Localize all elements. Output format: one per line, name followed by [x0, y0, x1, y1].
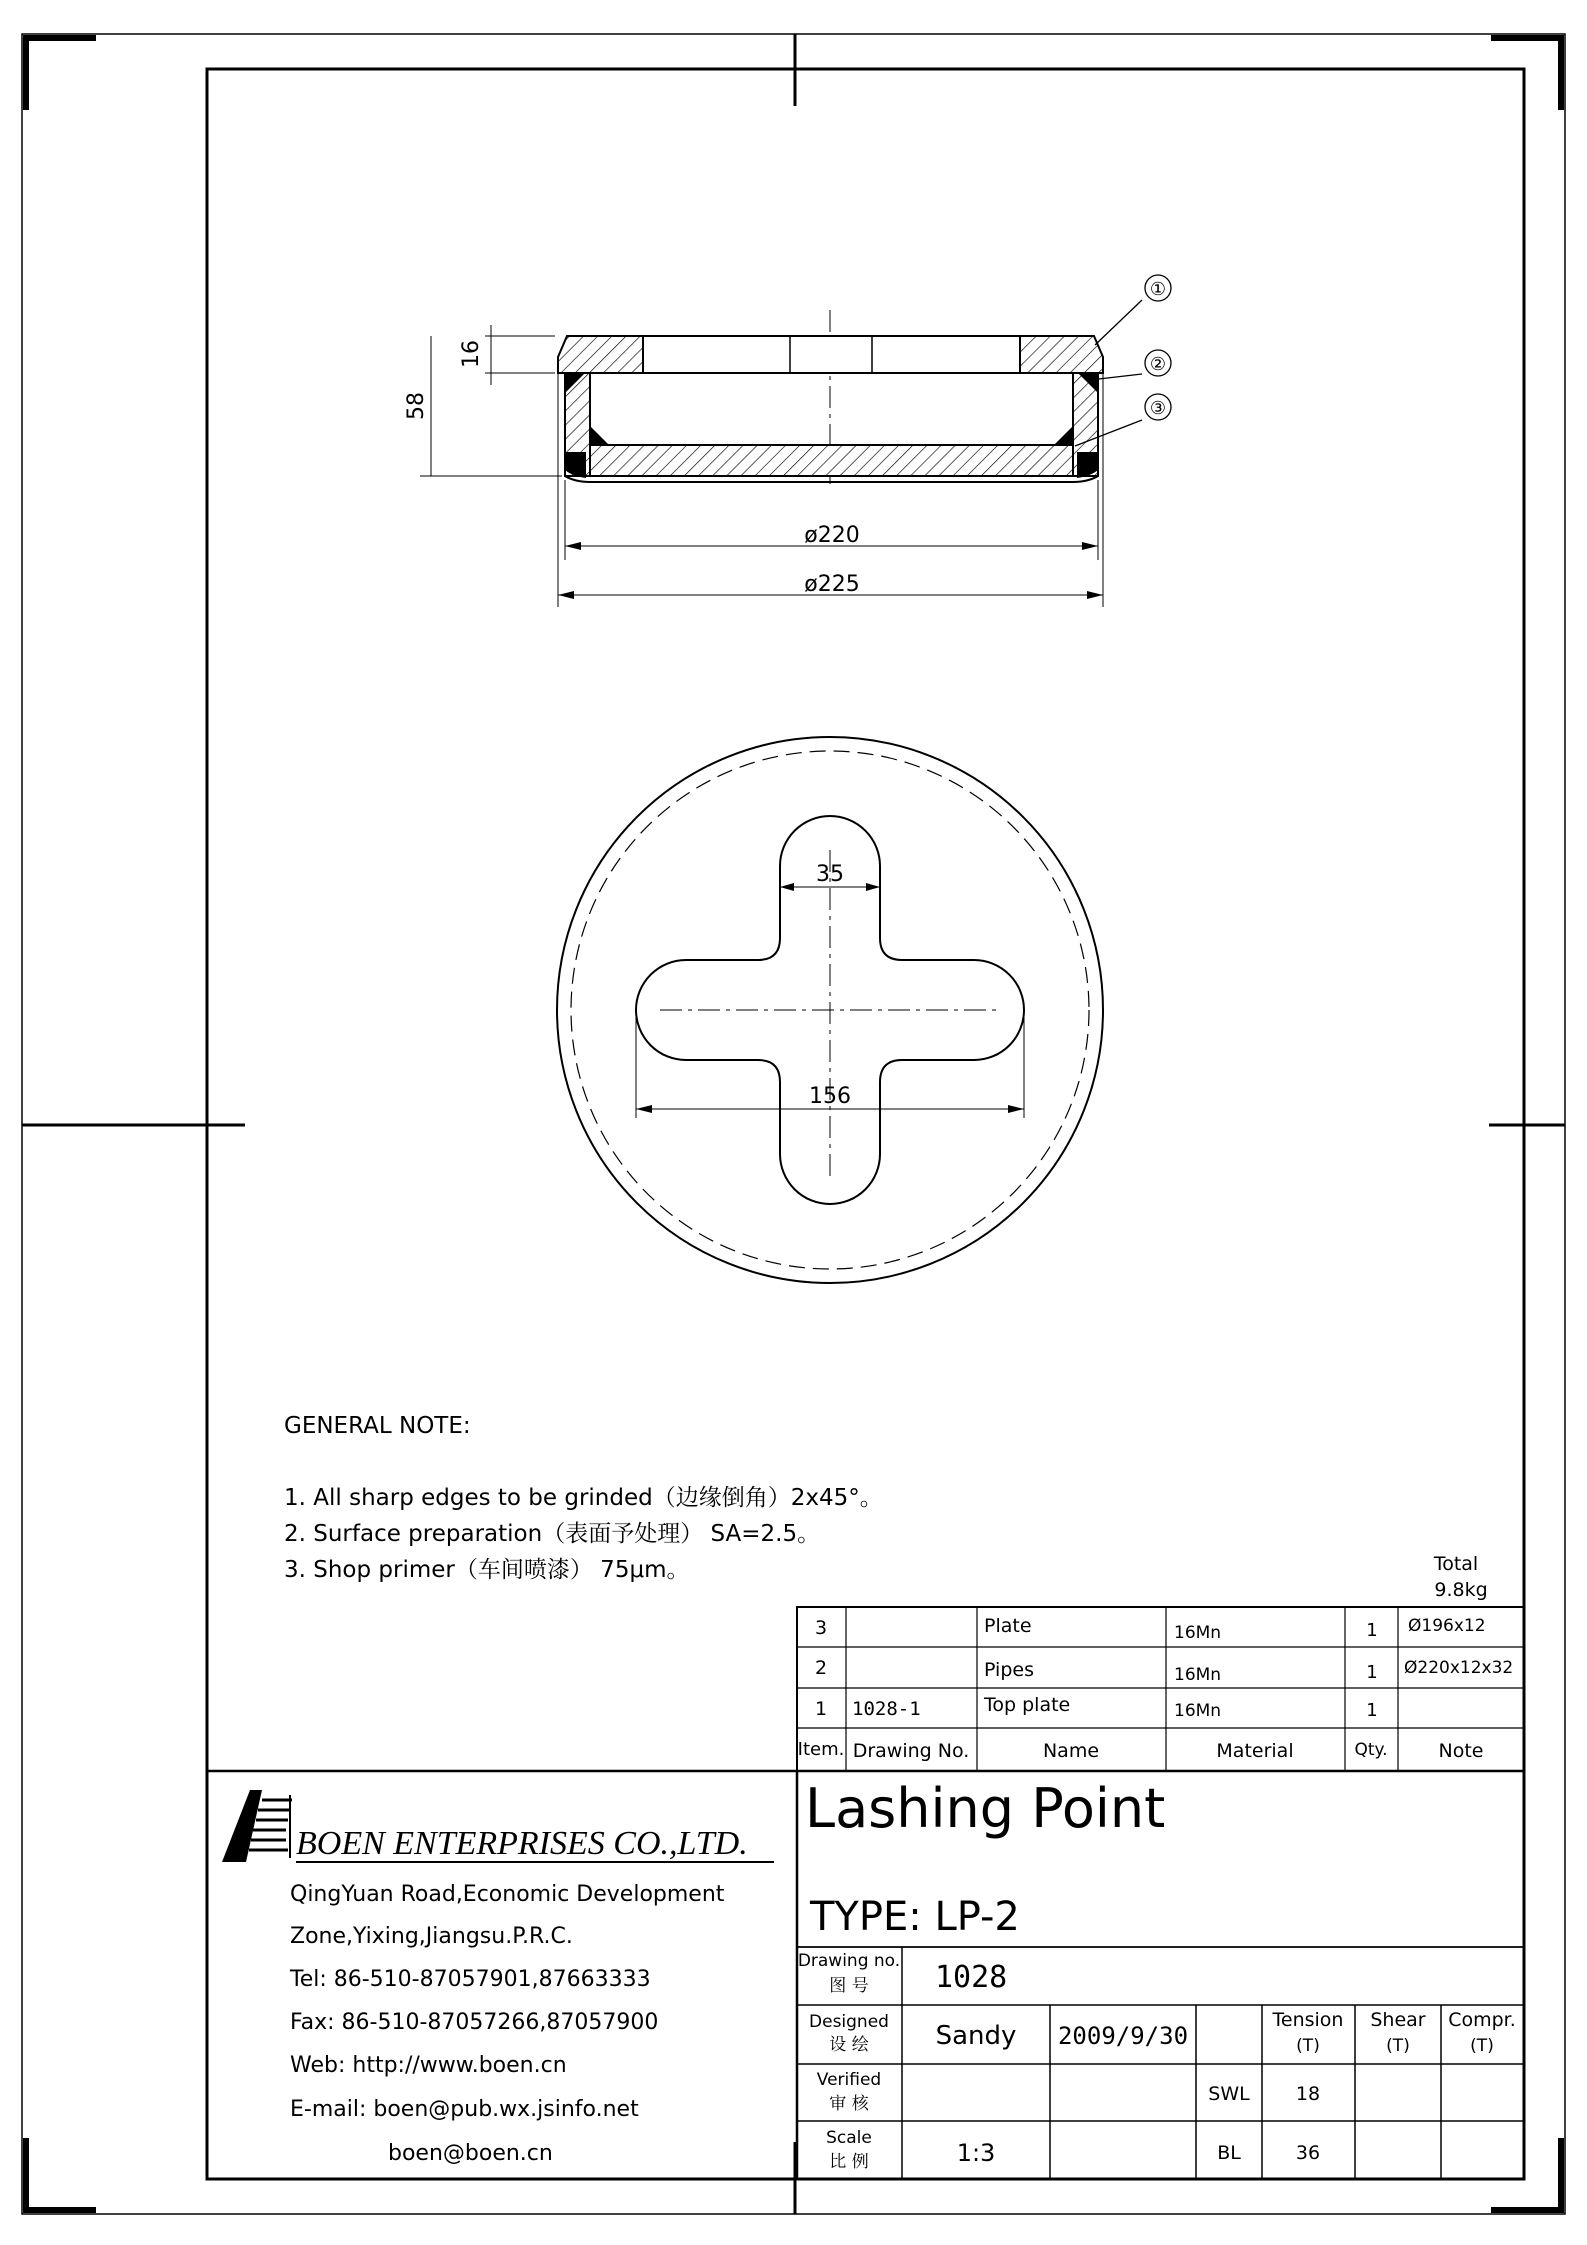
company-email-1: E-mail: boen@pub.wx.jsinfo.net	[290, 2097, 639, 2122]
general-notes	[284, 1413, 883, 1583]
dim-dia-inner: ø220	[804, 523, 860, 548]
bom-header-item: Item.	[797, 1739, 845, 1760]
scale-value: 1:3	[956, 2139, 996, 2167]
top-plan-view	[557, 737, 1103, 1283]
balloon-2: ②	[1149, 354, 1167, 375]
bom-row2-note: Ø220x12x32	[1404, 1658, 1514, 1678]
bom-header-note: Note	[1438, 1740, 1484, 1762]
compr-unit: (T)	[1470, 2036, 1494, 2056]
drawing-no-label-cn: 图 号	[829, 1976, 869, 1996]
bom-row1-qty: 1	[1366, 1700, 1378, 1721]
bom-header-drawing-no: Drawing No.	[852, 1740, 970, 1762]
bom-row2-item: 2	[814, 1657, 828, 1679]
company-logo-icon	[222, 1790, 292, 1862]
dim-dia-outer: ø225	[804, 572, 860, 597]
bom-row1-drawing-no: 1028-1	[852, 1698, 921, 1720]
bom-row3-item: 3	[814, 1617, 828, 1639]
shear-label: Shear	[1370, 2009, 1426, 2031]
dim-height-total: 58	[404, 392, 429, 420]
company-address-2: Zone,Yixing,Jiangsu.P.R.C.	[290, 1924, 573, 1949]
top-plate-section-right	[1020, 336, 1103, 373]
bom-row2-material: 16Mn	[1174, 1665, 1222, 1685]
side-section-view	[404, 275, 1171, 607]
bottom-plate	[590, 445, 1073, 476]
note-1: 1. All sharp edges to be grinded（边缘倒角）2x45°。	[284, 1485, 883, 1511]
designed-label-cn: 设 绘	[829, 2035, 869, 2055]
bom-header-qty: Qty.	[1354, 1740, 1388, 1760]
company-tel: Tel: 86-510-87057901,87663333	[290, 1967, 651, 1992]
company-address-1: QingYuan Road,Economic Development	[290, 1882, 725, 1907]
company-web: Web: http://www.boen.cn	[290, 2053, 567, 2078]
company-fax: Fax: 86-510-87057266,87057900	[290, 2010, 659, 2035]
design-date: 2009/9/30	[1057, 2022, 1189, 2050]
bom-row3-name: Plate	[984, 1615, 1032, 1637]
bom-row1-item: 1	[814, 1698, 828, 1720]
bom-row3-material: 16Mn	[1174, 1623, 1222, 1643]
top-plate-slot	[643, 336, 1020, 373]
dim-slot-width: 35	[816, 862, 844, 887]
bill-of-materials	[797, 1607, 1524, 1771]
bom-row3-note: Ø196x12	[1408, 1616, 1486, 1636]
balloon-3: ③	[1149, 398, 1167, 419]
tension-unit: (T)	[1296, 2036, 1320, 2056]
notes-title: GENERAL NOTE:	[284, 1413, 471, 1439]
bom-header-material: Material	[1216, 1740, 1294, 1762]
compr-label: Compr.	[1448, 2009, 1516, 2031]
weld-left-inner	[590, 426, 609, 445]
drawing-no-label-en: Drawing no.	[797, 1951, 901, 1971]
swl-value: 18	[1295, 2083, 1321, 2105]
designed-label-en: Designed	[809, 2012, 889, 2032]
dim-height-top: 16	[459, 340, 484, 368]
scale-label-en: Scale	[826, 2128, 872, 2148]
note-2: 2. Surface preparation（表面予处理） SA=2.5。	[284, 1521, 821, 1547]
bom-row3-qty: 1	[1366, 1620, 1378, 1641]
tension-label: Tension	[1272, 2009, 1344, 2031]
company-email-2: boen@boen.cn	[388, 2141, 553, 2166]
verified-label-cn: 审 核	[829, 2094, 869, 2114]
drawing-type: TYPE: LP-2	[810, 1894, 1020, 1940]
shear-unit: (T)	[1386, 2036, 1410, 2056]
total-label: Total	[1433, 1553, 1479, 1575]
bl-value: 36	[1295, 2142, 1321, 2164]
drawing-title: Lashing Point	[805, 1777, 1166, 1840]
bl-label: BL	[1217, 2142, 1241, 2164]
bom-header-name: Name	[1042, 1740, 1100, 1762]
bom-row1-name: Top plate	[984, 1694, 1071, 1716]
company-block	[207, 1771, 797, 2179]
title-block	[797, 1771, 1524, 2179]
dim-slot-span: 156	[809, 1084, 851, 1109]
verified-label-en: Verified	[816, 2070, 882, 2090]
bom-row1-material: 16Mn	[1174, 1701, 1222, 1721]
note-3: 3. Shop primer（车间喷漆） 75μm。	[284, 1557, 690, 1583]
top-plate-section-left	[558, 336, 643, 373]
total-value: 9.8kg	[1434, 1579, 1488, 1601]
drawing-no-value: 1028	[935, 1960, 1008, 1995]
scale-label-cn: 比 例	[829, 2152, 869, 2172]
swl-label: SWL	[1208, 2083, 1250, 2105]
bom-row2-name: Pipes	[984, 1659, 1034, 1681]
weld-right-inner	[1054, 426, 1073, 445]
bom-row2-qty: 1	[1366, 1662, 1378, 1683]
balloon-1: ①	[1149, 279, 1167, 300]
designer-name: Sandy	[935, 2021, 1017, 2051]
company-name: BOEN ENTERPRISES CO.,LTD.	[296, 1825, 748, 1862]
